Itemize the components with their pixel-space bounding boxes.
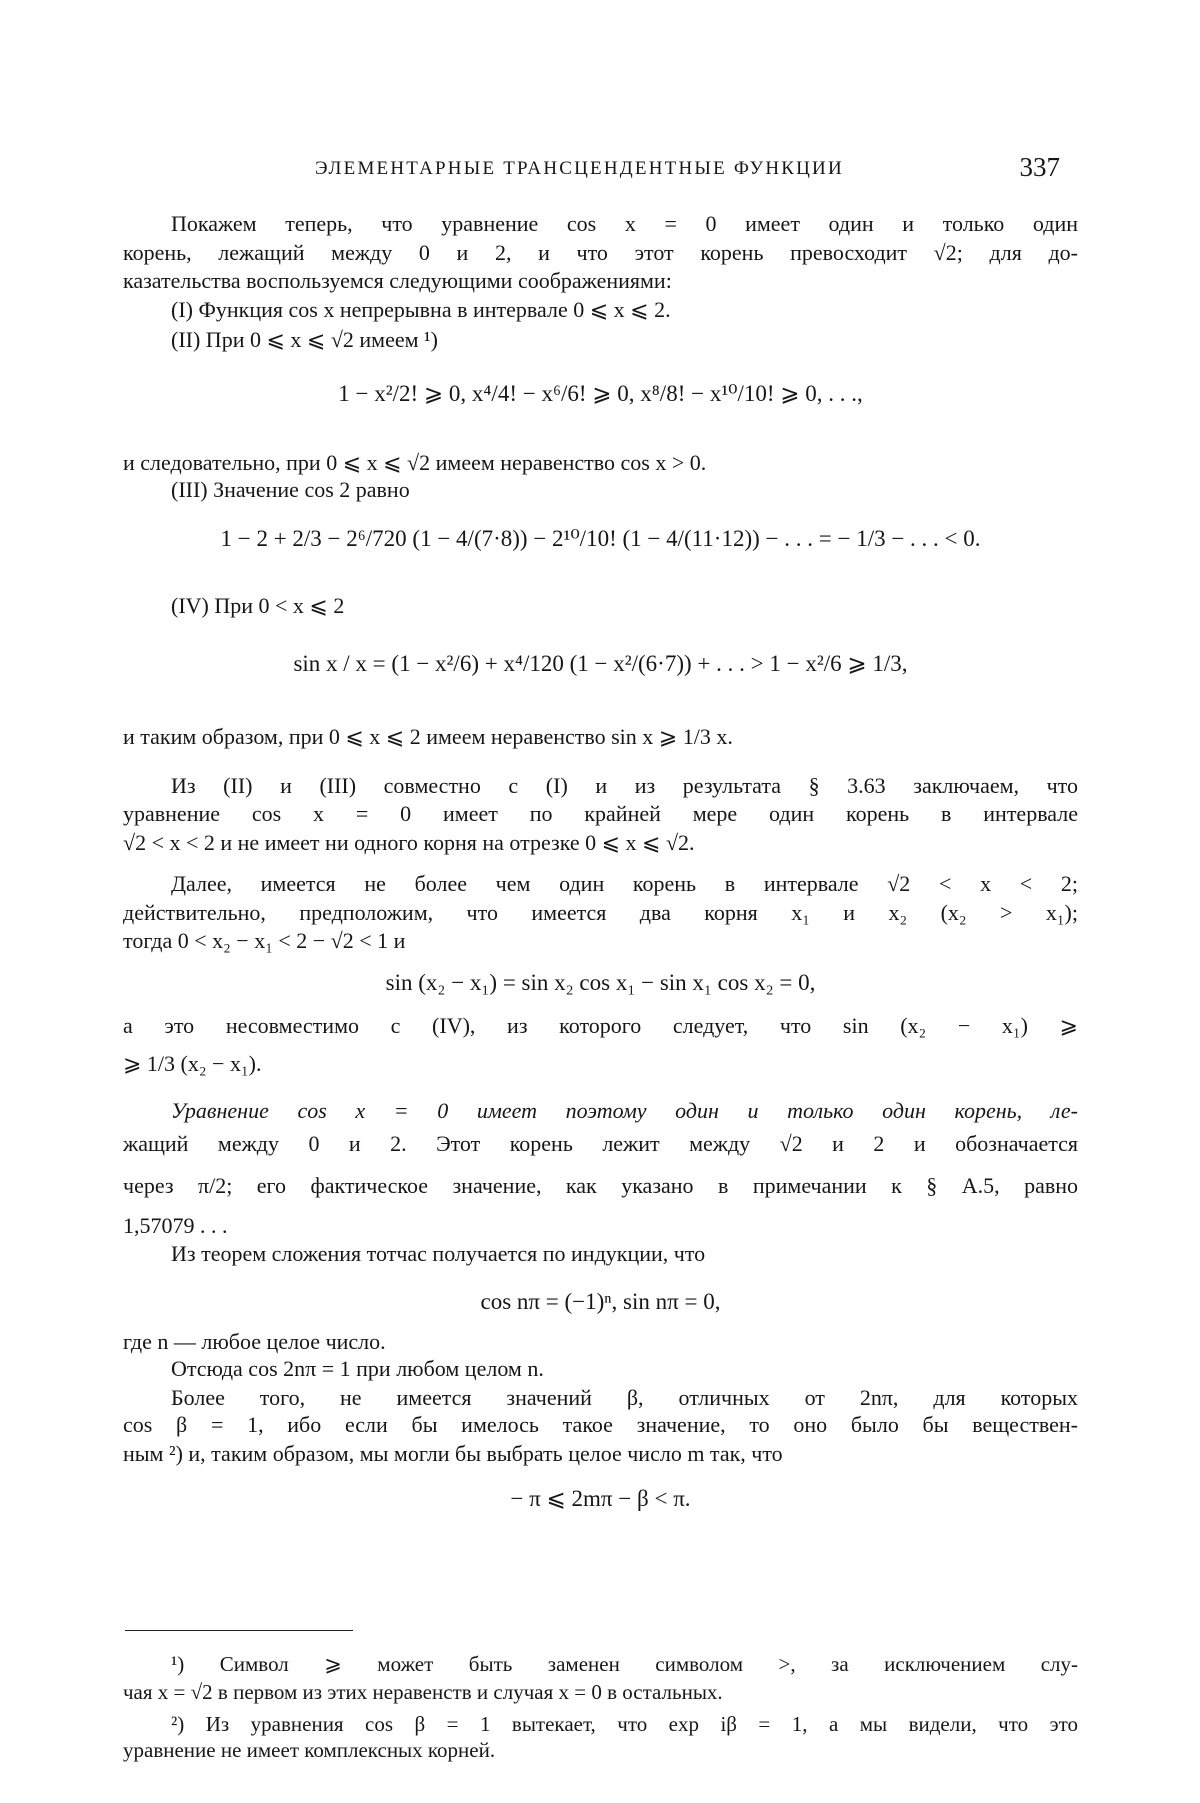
text-line: и следовательно, при 0 ⩽ x ⩽ √2 имеем неравенство cos x > 0. — [123, 450, 707, 475]
footnote-line: ¹) Символ ⩾ может быть заменен символом >, за исключением слу- — [171, 1652, 1078, 1676]
text-line: казательства воспользуемся следующими соображениями: — [123, 268, 672, 293]
text-line: где n — любое целое число. — [123, 1329, 386, 1354]
text-line: √2 < x < 2 и не имеет ни одного корня на отрезке 0 ⩽ x ⩽ √2. — [123, 830, 695, 855]
footnote-line: уравнение не имеет комплексных корней. — [123, 1738, 496, 1762]
text-line: Более того, не имеется значений β, отличных от 2nπ, для которых — [171, 1385, 1078, 1410]
text-line: Из (II) и (III) совместно с (I) и из результата § 3.63 заключаем, что — [171, 773, 1078, 798]
text-line: Из теорем сложения тотчас получается по индукции, что — [171, 1241, 706, 1266]
page-number: 337 — [1019, 152, 1060, 182]
display-equation: cos nπ = (−1)ⁿ, sin nπ = 0, — [480, 1289, 721, 1314]
text-line: а это несовместимо с (IV), из которого следует, что sin (x₂ − x₁) ⩾ — [123, 1013, 1078, 1038]
text-line: жащий между 0 и 2. Этот корень лежит между √2 и 2 и обозначается — [123, 1131, 1078, 1156]
display-equation: sin x / x = (1 − x²/6) + x⁴/120 (1 − x²/(6·7)) + . . . > 1 − x²/6 ⩾ 1/3, — [293, 651, 908, 676]
text-line: ⩾ 1/3 (x₂ − x₁). — [123, 1051, 262, 1076]
list-item: (IV) При 0 < x ⩽ 2 — [171, 593, 345, 618]
text-line: Отсюда cos 2nπ = 1 при любом целом n. — [171, 1356, 544, 1381]
display-equation: 1 − x²/2! ⩾ 0, x⁴/4! − x⁶/6! ⩾ 0, x⁸/8! − x¹⁰/10! ⩾ 0, . . ., — [338, 381, 863, 406]
display-equation: − π ⩽ 2mπ − β < π. — [510, 1486, 691, 1511]
text-line: через π/2; его фактическое значение, как указано в примечании к § A.5, равно — [123, 1173, 1078, 1198]
text-line: тогда 0 < x₂ − x₁ < 2 − √2 < 1 и — [123, 928, 406, 953]
running-title: ЭЛЕМЕНТАРНЫЕ ТРАНСЦЕНДЕНТНЫЕ ФУНКЦИИ — [315, 158, 844, 179]
list-item: (I) Функция cos x непрерывна в интервале 0 ⩽ x ⩽ 2. — [171, 297, 671, 322]
text-line: ным ²) и, таким образом, мы могли бы выбрать целое число m так, что — [123, 1441, 783, 1466]
text-line: уравнение cos x = 0 имеет по крайней мере один корень в интервале — [123, 801, 1078, 826]
page-header — [120, 152, 1080, 186]
display-equation: sin (x₂ − x₁) = sin x₂ cos x₁ − sin x₁ cos x₂ = 0, — [385, 970, 816, 995]
text-line: cos β = 1, ибо если бы имелось такое значение, то оно было бы веществен- — [123, 1412, 1078, 1437]
footnote-separator — [125, 1630, 353, 1631]
footnote-line: чая x = √2 в первом из этих неравенств и случая x = 0 в остальных. — [123, 1680, 723, 1704]
text-line: Покажем теперь, что уравнение cos x = 0 имеет один и только один — [171, 211, 1078, 236]
list-item: (III) Значение cos 2 равно — [171, 477, 410, 502]
text-line: корень, лежащий между 0 и 2, и что этот корень превосходит √2; для до- — [123, 240, 1078, 265]
text-line: действительно, предположим, что имеется два корня x₁ и x₂ (x₂ > x₁); — [123, 900, 1078, 925]
footnote-line: ²) Из уравнения cos β = 1 вытекает, что exp iβ = 1, а мы видели, что это — [171, 1712, 1078, 1736]
text-line: Уравнение cos x = 0 имеет поэтому один и только один корень, ле- — [171, 1098, 1078, 1123]
text-line: и таким образом, при 0 ⩽ x ⩽ 2 имеем неравенство sin x ⩾ 1/3 x. — [123, 724, 733, 749]
text-line: 1,57079 . . . — [123, 1213, 228, 1238]
list-item: (II) При 0 ⩽ x ⩽ √2 имеем ¹) — [171, 327, 438, 352]
display-equation: 1 − 2 + 2/3 − 2⁶/720 (1 − 4/(7·8)) − 2¹⁰/10! (1 − 4/(11·12)) − . . . = − 1/3 − . . . < 0. — [220, 526, 981, 551]
text-line: Далее, имеется не более чем один корень в интервале √2 < x < 2; — [171, 871, 1078, 896]
